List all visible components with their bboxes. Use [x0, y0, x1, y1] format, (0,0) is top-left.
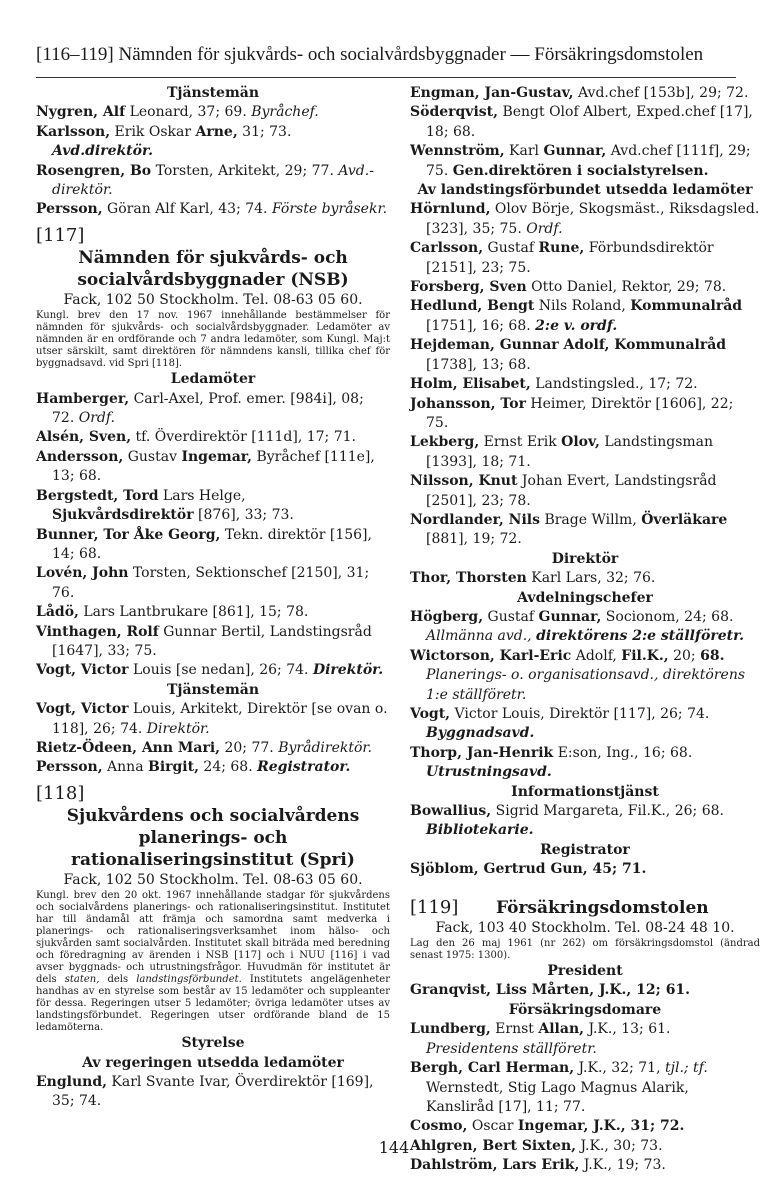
directory-entry: Vogt, Victor Louis [se nedan], 26; 74. Direktör.	[36, 662, 384, 679]
entry-list	[410, 860, 760, 879]
directory-entry: Bunner, Tor Åke Georg, Tekn. direktör [156], 14; 68.	[36, 526, 372, 562]
section-address-119: Fack, 103 40 Stockholm. Tel. 08-24 48 10.	[435, 919, 735, 936]
entry-list	[410, 981, 760, 1000]
department-heads-heading: Avdelningschefer	[517, 589, 653, 606]
directory-entry: Englund, Karl Svante Ivar, Överdirektör [169], 35; 74.	[36, 1074, 374, 1110]
members-heading: Ledamöter	[170, 371, 256, 388]
directory-entry: Nilsson, Knut Johan Evert, Landstingsråd [2501], 23; 78.	[410, 473, 717, 509]
section-title-118: Sjukvårdens och socialvårdens planerings- och rationaliseringsinstitut (Spri)	[66, 805, 360, 870]
directory-entry: Söderqvist, Bengt Olof Albert, Exped.chef [17], 18; 68.	[410, 104, 753, 140]
section-note-118: Kungl. brev den 20 okt. 1967 innehållande stadgar för sjukvårdens och socialvårdens planerings- och rationaliseringsinstitut. Institutet har till ändamål att främja och samordna samt medverka i planerings- och rationaliseringsverksamhet inom hälso- och sjukvården samt socialvården. Institutet skall biträda med beredning och föredragning av ärenden i NSB [117] och i NUU [116] i vad avser byggnads- och utrustningsfrågor. Huvudmän för institutet är dels staten, dels landstingsförbundet. Institutets angelägenheter handhas av en styrelse som består av 15 ledamöter och suppleanter för dessa. Regeringen utser 5 ledamöter; övriga ledamöter utses av landstingsförbundet. Regeringen utser ordförande bland de 15 ledamöterna.	[36, 890, 391, 1034]
directory-entry: Cosmo, Oscar Ingemar, J.K., 31; 72.	[410, 1118, 685, 1135]
entry-list	[36, 700, 390, 778]
entry-list	[36, 1073, 390, 1112]
entry-list	[410, 200, 760, 549]
directory-entry: Bergstedt, Tord Lars Helge, Sjukvårdsdirektör [876], 33; 73.	[36, 487, 294, 524]
directory-entry: Lovén, John Torsten, Sektionschef [2150], 31; 76.	[36, 565, 370, 601]
section-address-118: Fack, 102 50 Stockholm. Tel. 08-63 05 60.	[63, 871, 363, 888]
information-heading: Informationstjänst	[511, 783, 659, 800]
section-number-117: [117]	[36, 224, 85, 246]
directory-entry: Forsberg, Sven Otto Daniel, Rektor, 29; 78.	[410, 279, 727, 296]
directory-entry: Holm, Elisabet, Landstingsled., 17; 72.	[410, 376, 698, 393]
section-heading-119	[410, 896, 760, 919]
directory-entry: Nygren, Alf Leonard, 37; 69. Byråchef.	[36, 104, 319, 121]
directory-entry: Hamberger, Carl-Axel, Prof. emer. [984i], 08; 72. Ordf.	[36, 390, 364, 427]
judges-heading: Försäkringsdomare	[508, 1001, 662, 1018]
section-title-117: Nämnden för sjukvårds- och socialvårdsbyggnader (NSB)	[77, 247, 349, 290]
directory-entry: Bowallius, Sigrid Margareta, Fil.K., 26; 68. Bibliotekarie.	[410, 803, 724, 839]
directory-entry: Engman, Jan-Gustav, Avd.chef [153b], 29; 72.	[410, 85, 749, 101]
directory-entry: Rosengren, Bo Torsten, Arkitekt, 29; 77. Avd.-direktör.	[36, 162, 374, 199]
directory-entry: Carlsson, Gustaf Rune, Förbundsdirektör [2151], 23; 75.	[410, 240, 714, 276]
directory-entry: Andersson, Gustav Ingemar, Byråchef [111e], 13; 68.	[36, 448, 375, 485]
director-heading: Direktör	[551, 550, 619, 567]
directory-entry: Hedlund, Bengt Nils Roland, Kommunalråd [1751], 16; 68. 2:e v. ordf.	[410, 298, 743, 334]
government-members-heading: Av regeringen utsedda ledamöter	[82, 1054, 344, 1071]
directory-entry: Dahlström, Lars Erik, J.K., 19; 73.	[410, 1157, 666, 1174]
directory-entry: Hejdeman, Gunnar Adolf, Kommunalråd [1738], 13; 68.	[410, 337, 727, 373]
left-column	[36, 84, 390, 1112]
county-members-heading: Av landstingsförbundet utsedda ledamöter	[417, 182, 753, 199]
directory-entry: Ahlgren, Bert Sixten, J.K., 30; 73.	[410, 1137, 663, 1154]
directory-entry: Persson, Anna Birgit, 24; 68. Registrator.	[36, 759, 351, 776]
directory-entry: Alsén, Sven, tf. Överdirektör [111d], 17; 71.	[36, 429, 356, 446]
entry-list	[410, 569, 760, 588]
directory-entry: Hörnlund, Olov Börje, Skogsmäst., Riksdagsled. [323], 35; 75. Ordf.	[410, 201, 760, 237]
entry-list	[410, 608, 760, 783]
directory-entry: Sjöblom, Gertrud Gun, 45; 71.	[410, 861, 647, 878]
board-heading: Styrelse	[181, 1035, 245, 1052]
directory-entry: Granqvist, Liss Mårten, J.K., 12; 61.	[410, 982, 691, 999]
entry-list	[410, 84, 760, 181]
directory-entry: Bergh, Carl Herman, J.K., 32; 71, tjl.; tf. Wernstedt, Stig Lago Magnus Alarik, Kansliråd [17], 11; 77.	[410, 1060, 708, 1115]
section-number-118: [118]	[36, 782, 85, 804]
page-number: 144	[378, 1138, 410, 1157]
section-title-119: Försäkringsdomstolen	[496, 897, 709, 918]
directory-entry: Högberg, Gustaf Gunnar, Socionom, 24; 68. Allmänna avd., direktörens 2:e ställföretr.	[410, 608, 745, 645]
president-heading: President	[547, 963, 623, 980]
directory-entry: Nordlander, Nils Brage Willm, Överläkare [881], 19; 72.	[410, 511, 728, 548]
directory-entry: Wennström, Karl Gunnar, Avd.chef [111f], 29; 75. Gen.direktören i socialstyrelsen.	[410, 143, 751, 179]
section-address-117: Fack, 102 50 Stockholm. Tel. 08-63 05 60.	[63, 291, 363, 308]
entry-list	[36, 103, 390, 219]
entry-list	[410, 1020, 760, 1175]
directory-entry: Thor, Thorsten Karl Lars, 32; 76.	[410, 570, 656, 587]
entry-list	[410, 802, 760, 841]
registrar-heading: Registrator	[540, 841, 630, 858]
directory-entry: Lundberg, Ernst Allan, J.K., 13; 61. Presidentens ställföretr.	[410, 1021, 671, 1057]
directory-entry: Rietz-Ödeen, Ann Mari, 20; 77. Byrådirektör.	[36, 739, 372, 756]
directory-entry: Thorp, Jan-Henrik E:son, Ing., 16; 68. Utrustningsavd.	[410, 744, 693, 781]
section-note-117: Kungl. brev den 17 nov. 1967 innehållande bestämmelser för nämnden för sjukvårds- och socialvårdsbyggnader. Ledamöter av nämnden är en ordförande och 7 andra ledamöter, som Kungl. Maj:t utser särskilt, samt direktören för nämndens kansli, tillika chef för byggnadsavd. vid Spri [118].	[36, 310, 390, 370]
section-number-119: [119]	[410, 896, 459, 918]
directory-entry: Lådö, Lars Lantbrukare [861], 15; 78.	[36, 604, 309, 621]
directory-entry: Persson, Göran Alf Karl, 43; 74. Förste byråsekr.	[36, 201, 388, 218]
directory-entry: Wictorson, Karl-Eric Adolf, Fil.K., 20; 68. Planerings- o. organisationsavd., direktörens 1:e ställföretr.	[410, 647, 746, 703]
entry-list	[36, 390, 390, 681]
section-note-119: Lag den 26 maj 1961 (nr 262) om försäkringsdomstol (ändrad senast 1975: 1300).	[410, 938, 760, 962]
running-head: [116–119] Nämnden för sjukvårds- och socialvårdsbyggnader — Försäkringsdomstolen	[36, 44, 704, 65]
directory-entry: Vogt, Victor Louis, Arkitekt, Direktör [se ovan o. 118], 26; 74. Direktör.	[36, 701, 388, 737]
directory-entry: Lekberg, Ernst Erik Olov, Landstingsman [1393], 18; 71.	[410, 434, 714, 470]
directory-entry: Karlsson, Erik Oskar Arne, 31; 73. Avd.direktör.	[36, 123, 292, 160]
directory-entry: Johansson, Tor Heimer, Direktör [1606], 22; 75.	[410, 395, 734, 431]
header-rule	[36, 77, 736, 78]
staff-heading: Tjänstemän	[166, 681, 260, 698]
staff-heading: Tjänstemän	[166, 85, 260, 101]
directory-entry: Vinthagen, Rolf Gunnar Bertil, Landstingsråd [1647], 33; 75.	[36, 623, 372, 659]
right-column	[410, 84, 760, 1176]
directory-entry: Vogt, Victor Louis, Direktör [117], 26; 74. Byggnadsavd.	[410, 706, 710, 742]
